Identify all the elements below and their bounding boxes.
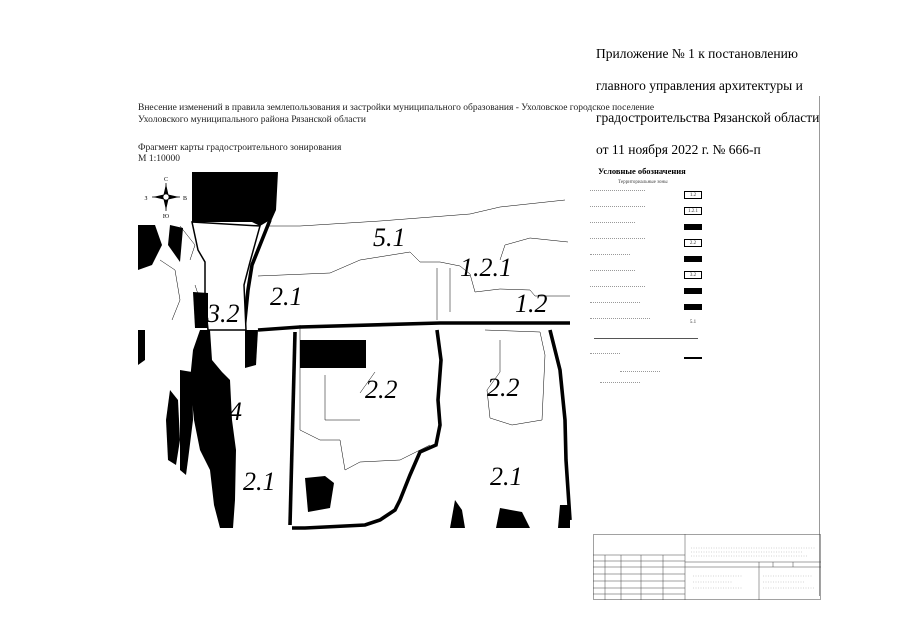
compass-rose <box>144 177 187 220</box>
legend-row <box>590 353 710 367</box>
legend-row <box>590 286 710 300</box>
fragment-title: Фрагмент карты градостроительного зонирования <box>138 143 342 153</box>
compass-west: З <box>144 196 148 202</box>
legend-title: Условные обозначения <box>598 166 686 176</box>
legend-row <box>590 222 710 236</box>
legend-code: 3.2 <box>684 271 702 279</box>
intro-line: Внесение изменений в правила землепользования и застройки муниципального образования - Ухоловское городское поселение <box>138 103 655 113</box>
legend-swatch-black <box>684 256 702 262</box>
legend-code: 1.2 <box>684 191 702 199</box>
appendix-line: Приложение № 1 к постановлению <box>596 46 798 61</box>
appendix-line: от 11 ноября 2022 г. № 666-п <box>596 142 761 157</box>
zone-label-2-2-left: 2.2 <box>365 375 398 404</box>
zone-label-2-2-right: 2.2 <box>487 373 520 402</box>
legend-note <box>620 371 660 372</box>
zone-label-1-2-1: 1.2.1 <box>460 253 512 282</box>
legend-code: 2.2 <box>684 239 702 247</box>
legend-row <box>590 318 710 332</box>
zone-label-5-1: 5.1 <box>373 223 406 252</box>
legend-swatch-line <box>684 357 702 359</box>
zone-label-4: 4 <box>229 397 242 426</box>
legend-swatch-black <box>684 224 702 230</box>
title-stamp <box>593 534 821 600</box>
compass-south: Ю <box>162 214 170 220</box>
legend-code: 1.2.1 <box>684 207 702 215</box>
stamp-grid <box>593 534 821 600</box>
legend-row <box>590 254 710 268</box>
legend-code: 5.1 <box>684 319 702 327</box>
legend-note <box>600 382 640 383</box>
zone-label-2-1-north: 2.1 <box>270 282 303 311</box>
legend-swatch-black <box>684 304 702 310</box>
compass-east: В <box>182 196 188 202</box>
legend-subtitle: Территориальные зоны <box>618 180 668 185</box>
zone-label-3-2: 3.2 <box>207 299 240 328</box>
compass-north: С <box>163 177 169 183</box>
appendix-line: градостроительства Рязанской области <box>596 110 820 125</box>
legend-row <box>590 190 710 204</box>
legend <box>590 168 710 383</box>
legend-row <box>590 238 710 252</box>
zone-label-2-1-se: 2.1 <box>490 462 523 491</box>
fragment-scale: М 1:10000 <box>138 154 180 164</box>
appendix-line: главного управления архитектуры и <box>596 78 803 93</box>
zone-label-2-1-sw: 2.1 <box>243 467 276 496</box>
legend-row <box>590 302 710 316</box>
legend-swatch-black <box>684 288 702 294</box>
legend-row <box>590 270 710 284</box>
zone-label-1-2: 1.2 <box>515 289 548 318</box>
legend-divider <box>594 338 698 339</box>
intro-line: Ухоловского муниципального района Рязанской области <box>138 115 366 125</box>
legend-row <box>590 206 710 220</box>
